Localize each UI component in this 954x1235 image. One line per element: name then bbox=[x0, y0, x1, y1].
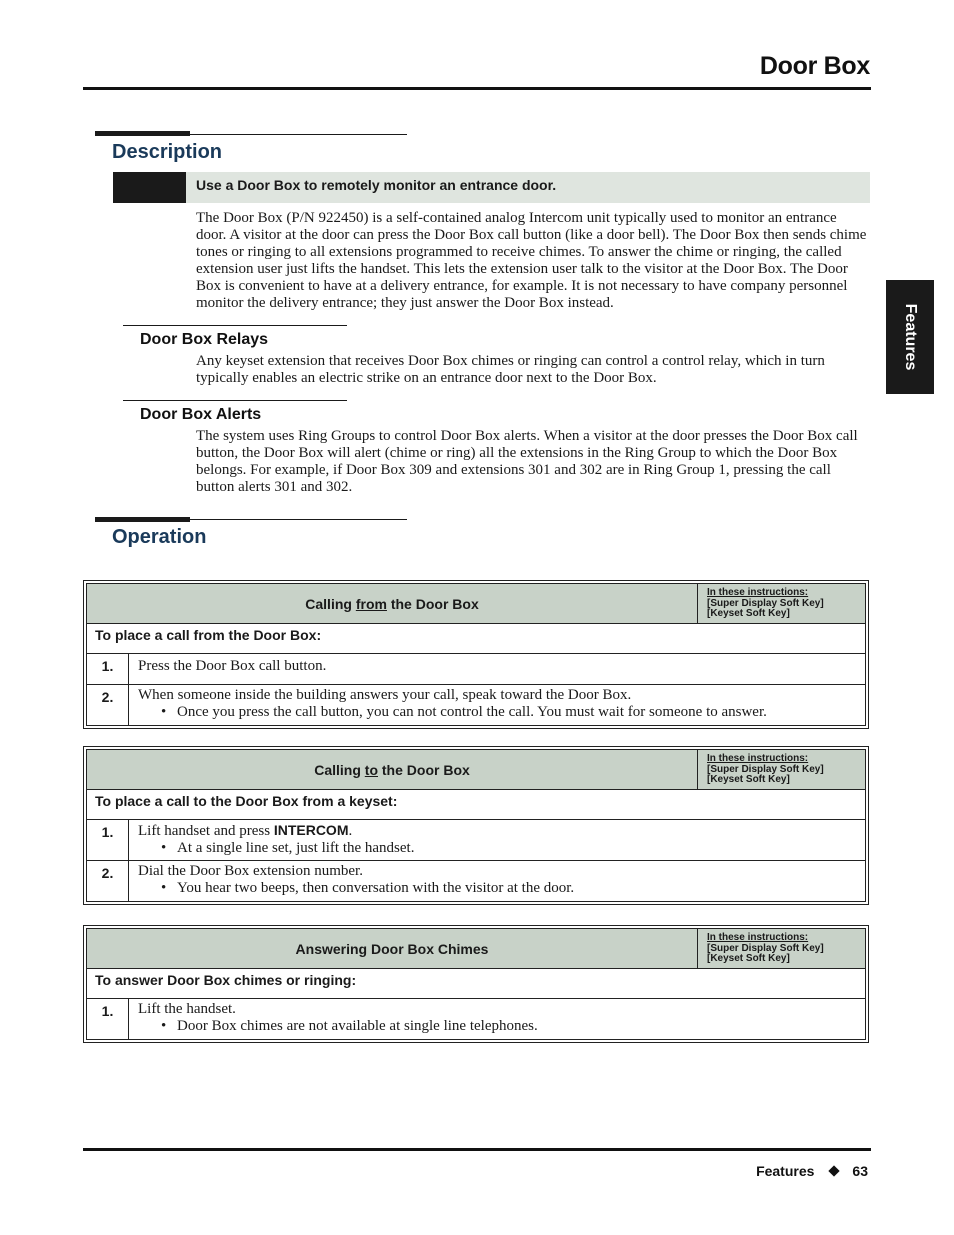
legend-item: [Keyset Soft Key] bbox=[707, 953, 790, 964]
legend-title: In these instructions: bbox=[707, 932, 809, 943]
page-footer bbox=[756, 1163, 868, 1179]
footer-section: Features bbox=[756, 1163, 815, 1179]
step-text: Press the Door Box call button. bbox=[138, 658, 327, 674]
legend-item: [Super Display Soft Key] bbox=[707, 942, 824, 954]
subsection-rule bbox=[123, 400, 347, 401]
legend-item: [Keyset Soft Key] bbox=[707, 608, 790, 619]
section-rule bbox=[190, 134, 407, 135]
procedure-table-answering-chimes bbox=[83, 925, 869, 1043]
section-rule bbox=[190, 519, 407, 520]
subsection-rule bbox=[123, 325, 347, 326]
description-body: The Door Box (P/N 922450) is a self-contained analog Intercom unit typically used to monitor an entrance door. A visitor at the door can press the Door Box call button (like a door bell). The Door Box then sends chime tones or ringing to all extensions programmed to receive chimes. To answer the chime or ringing, the called extension user just lifts the handset. This lets the extension user talk to the visitor at the Door Box. The Door Box is convenient to have at a delivery entrance, for example. It is not necessary to have company personnel monitor the delivery entrance; they just answer the Door Box instead. bbox=[196, 210, 867, 311]
step-bullet: • You hear two beeps, then conversation with the visitor at the door. bbox=[138, 880, 865, 897]
procedure-table-calling-to bbox=[83, 746, 869, 905]
footer-rule bbox=[83, 1148, 871, 1151]
page-title: Door Box bbox=[759, 52, 870, 80]
table-title: Answering Door Box Chimes bbox=[87, 929, 698, 969]
table-title-text: the Door Box bbox=[378, 761, 470, 778]
instructions-legend bbox=[698, 584, 866, 624]
step-row bbox=[87, 685, 865, 725]
table-title-text: the Door Box bbox=[386, 595, 479, 612]
alerts-body: The system uses Ring Groups to control Door Box alerts. When a visitor at the door presses the Door Box call button, the Door Box will alert (chime or ring) all the extensions in the Ring Group to which the Door Box belongs. For example, if Door Box 309 and extensions 301 and 302 are in Ring Group 1, pressing the call button alerts 301 and 302. bbox=[196, 428, 858, 495]
step-bullet: • At a single line set, just lift the handset. bbox=[138, 840, 865, 857]
procedure-table-calling-from bbox=[83, 580, 869, 729]
section-bar bbox=[95, 517, 190, 522]
step-content bbox=[129, 861, 866, 901]
step-text: Dial the Door Box extension number. bbox=[138, 863, 363, 879]
table-title-text: Calling bbox=[314, 761, 365, 778]
step-number: 1. bbox=[87, 820, 129, 860]
legend-title: In these instructions: bbox=[707, 753, 809, 764]
diamond-icon bbox=[829, 1165, 840, 1176]
section-bar bbox=[95, 131, 190, 136]
side-tab bbox=[886, 280, 934, 394]
step-text: When someone inside the building answers your call, speak toward the Door Box. bbox=[138, 687, 632, 703]
summary-marker bbox=[113, 172, 186, 203]
step-bullet: • Door Box chimes are not available at single line telephones. bbox=[138, 1018, 865, 1035]
step-content bbox=[129, 999, 866, 1039]
step-text-part: Lift handset and press bbox=[138, 823, 274, 839]
table-title bbox=[87, 750, 698, 790]
step-text bbox=[138, 822, 865, 840]
relays-heading: Door Box Relays bbox=[140, 331, 269, 348]
description-heading: Description bbox=[112, 141, 223, 163]
intercom-key-label: INTERCOM bbox=[273, 822, 349, 838]
step-row bbox=[87, 999, 865, 1039]
legend-item: [Super Display Soft Key] bbox=[707, 597, 824, 609]
legend-title: In these instructions: bbox=[707, 587, 809, 598]
step-text-part: . bbox=[348, 823, 353, 839]
side-tab-label: Features bbox=[902, 303, 919, 371]
header-rule bbox=[83, 87, 871, 90]
step-bullet: • Once you press the call button, you can not control the call. You must wait for someone to answer. bbox=[138, 704, 865, 721]
table-title-emphasis: from bbox=[355, 595, 387, 612]
step-number: 2. bbox=[87, 685, 129, 725]
operation-heading: Operation bbox=[112, 526, 207, 548]
instructions-legend bbox=[698, 750, 866, 790]
step-row bbox=[87, 861, 865, 901]
table-intro: To answer Door Box chimes or ringing: bbox=[87, 969, 866, 999]
legend-item: [Super Display Soft Key] bbox=[707, 763, 824, 775]
table-intro: To place a call to the Door Box from a keyset: bbox=[87, 790, 866, 820]
table-intro: To place a call from the Door Box: bbox=[87, 624, 866, 654]
step-number: 1. bbox=[87, 654, 129, 684]
step-row bbox=[87, 820, 865, 860]
step-number: 1. bbox=[87, 999, 129, 1039]
page-number: 63 bbox=[852, 1163, 868, 1179]
step-row bbox=[87, 654, 865, 684]
relays-body: Any keyset extension that receives Door Box chimes or ringing can control a control relay, which in turn typically enables an electric strike on an entrance door next to the Door Box. bbox=[196, 353, 825, 386]
legend-item: [Keyset Soft Key] bbox=[707, 774, 790, 785]
instructions-legend bbox=[698, 929, 866, 969]
step-text: Lift the handset. bbox=[138, 1001, 236, 1017]
alerts-heading: Door Box Alerts bbox=[140, 406, 262, 423]
step-content bbox=[129, 820, 866, 860]
step-content bbox=[129, 685, 866, 725]
summary-text: Use a Door Box to remotely monitor an entrance door. bbox=[196, 177, 557, 193]
table-title-text: Calling bbox=[305, 595, 356, 612]
table-title bbox=[87, 584, 698, 624]
table-title-emphasis: to bbox=[364, 761, 378, 778]
step-number: 2. bbox=[87, 861, 129, 901]
